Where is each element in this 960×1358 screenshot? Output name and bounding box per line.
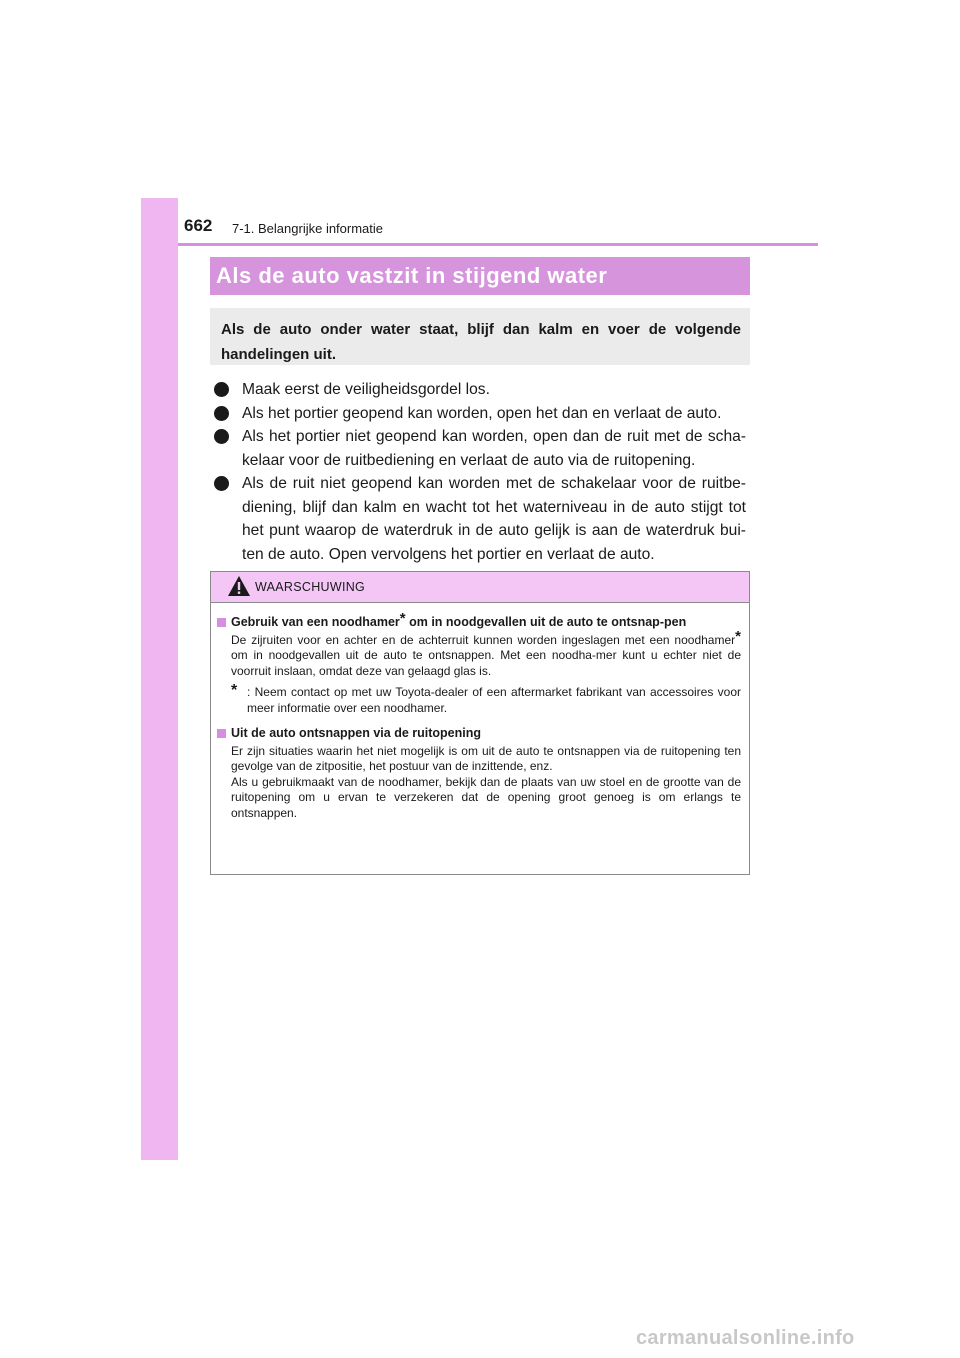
paragraph-text: De zijruiten voor en achter en de achterruit kunnen worden ingeslagen met een noodhamer [231, 632, 736, 647]
bullet-dot-icon [214, 476, 229, 491]
warning-body [211, 603, 749, 821]
bullet-dot-icon [214, 406, 229, 421]
warning-triangle-icon [227, 575, 251, 597]
heading-text: Uit de auto ontsnappen via de ruitopening [231, 726, 482, 740]
list-item-text: Maak eerst de veiligheidsgordel los. [242, 381, 490, 398]
section-title [210, 257, 750, 295]
warning-header [211, 572, 749, 603]
list-item [212, 378, 746, 402]
page-number: 662 [184, 216, 213, 235]
square-bullet-icon [217, 729, 226, 738]
intro-text: Als de auto onder water staat, blijf dan kalm en voer de volgende handelingen uit. [221, 321, 741, 363]
list-item-text: Als de ruit niet geopend kan worden met de schakelaar voor de ruitbe-diening, blijf dan kalm en wacht tot het waterniveau in de auto stijgt tot het punt waarop de waterdruk in de auto gelijk is aan de waterdruk bui-ten de auto. Open vervolgens het portier en verlaat de auto. [242, 475, 746, 563]
heading-text: Gebruik van een noodhamer [231, 615, 400, 629]
footnote-mark: * [231, 682, 238, 699]
list-item-text: Als het portier niet geopend kan worden, open dan de ruit met de scha-kelaar voor de ruitbediening en verlaat de auto via de ruitopening. [242, 428, 746, 469]
asterisk-mark: * [399, 610, 406, 627]
chapter-title: 7-1. Belangrijke informatie [232, 221, 384, 236]
list-item-text: Als het portier geopend kan worden, open het dan en verlaat de auto. [242, 404, 722, 422]
intro-box [210, 308, 750, 365]
footnote [217, 682, 741, 716]
footnote-text: : Neem contact op met uw Toyota-dealer of een aftermarket fabrikant van accessoires voor meer informatie over een noodhamer. [247, 685, 741, 715]
header-rule [178, 243, 818, 246]
warning-paragraph [217, 775, 741, 822]
list-item [212, 425, 746, 472]
heading-text: om in noodgevallen uit de auto te ontsnap-pen [405, 615, 687, 629]
paragraph-text: om in noodgevallen uit de auto te ontsnappen. Met een noodha-mer kunt u echter niet de voorruit inslaan, omdat deze van gelaagd glas is. [231, 648, 741, 678]
bullet-dot-icon [214, 429, 229, 444]
warning-box [210, 571, 750, 875]
watermark: carmanualsonline.info [636, 1327, 855, 1349]
bullet-list [212, 378, 746, 566]
warning-paragraph [217, 627, 741, 680]
warning-title: WAARSCHUWING [255, 580, 366, 594]
square-bullet-icon [217, 618, 226, 627]
asterisk-mark: * [735, 627, 741, 645]
side-tab [141, 198, 178, 1160]
paragraph-text: Er zijn situaties waarin het niet mogelijk is om uit de auto te ontsnappen via de ruitopening ten gevolge van de zitpositie, het postuur van de inzittende, enz. [231, 743, 741, 773]
paragraph-text: Als u gebruikmaakt van de noodhamer, bekijk dan de plaats van uw stoel en de grootte van de ruitopening om u ervan te verzekeren dat de opening groot genoeg is om erlangs te ontsnappen. [231, 774, 741, 820]
warning-paragraph [217, 744, 741, 775]
bullet-dot-icon [214, 382, 229, 397]
list-item [212, 402, 746, 426]
list-item [212, 472, 746, 566]
warning-heading-noodhamer [217, 610, 741, 631]
warning-heading-ruitopening [217, 726, 741, 742]
section-title-text: Als de auto vastzit in stijgend water [216, 263, 608, 288]
